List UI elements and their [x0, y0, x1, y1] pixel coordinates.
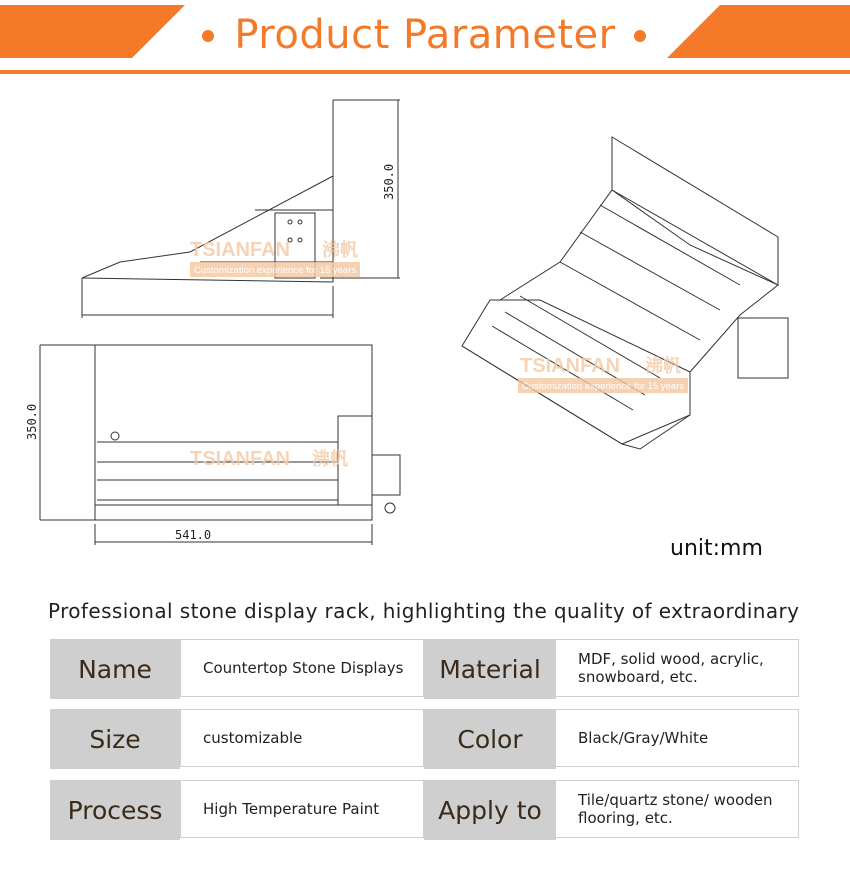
watermark-group — [190, 239, 688, 470]
front-width-dimension: 541.0 — [175, 528, 212, 542]
watermark-cn-2: 沸帆 — [312, 449, 348, 469]
spec-value-size: customizable — [180, 709, 424, 767]
spec-label-size: Size — [50, 709, 180, 769]
watermark-brand-2: TSIANFAN — [190, 448, 290, 470]
header-underline — [0, 70, 850, 74]
spec-value-name: Countertop Stone Displays — [180, 639, 424, 697]
spec-row — [50, 709, 799, 769]
watermark-brand-1: TSIANFAN — [190, 239, 290, 261]
page-title: Product Parameter — [234, 12, 616, 58]
front-height-dimension: 350.0 — [25, 403, 39, 440]
spec-value-apply-to: Tile/quartz stone/ wooden flooring, etc. — [555, 780, 799, 838]
product-description: Professional stone display rack, highlighting the quality of extraordinary — [48, 599, 800, 623]
spec-value-color: Black/Gray/White — [555, 709, 799, 767]
watermark-brand-3: TSIANFAN — [520, 355, 620, 377]
watermark-tagline-1: Customization experience for 15 years — [194, 265, 357, 276]
isometric-view-drawing — [462, 137, 788, 449]
spec-row — [50, 639, 799, 699]
front-view-drawing — [40, 345, 400, 545]
spec-label-process: Process — [50, 780, 180, 840]
watermark-cn-3: 沸帆 — [645, 356, 681, 376]
technical-drawings — [0, 80, 850, 580]
spec-label-name: Name — [50, 639, 180, 699]
side-view-drawing — [82, 100, 400, 318]
side-height-dimension: 350.0 — [382, 163, 396, 200]
watermark-cn-1: 沸帆 — [322, 240, 358, 260]
watermark-tagline-3: Customization experience for 15 years — [522, 381, 685, 392]
page-header — [0, 0, 850, 76]
spec-value-material: MDF, solid wood, acrylic, snowboard, etc. — [555, 639, 799, 697]
unit-label: unit:mm — [670, 536, 763, 561]
spec-row — [50, 780, 799, 840]
spec-label-apply-to: Apply to — [424, 780, 556, 840]
spec-label-color: Color — [424, 709, 556, 769]
spec-label-material: Material — [424, 639, 556, 699]
spec-value-process: High Temperature Paint — [180, 780, 424, 838]
